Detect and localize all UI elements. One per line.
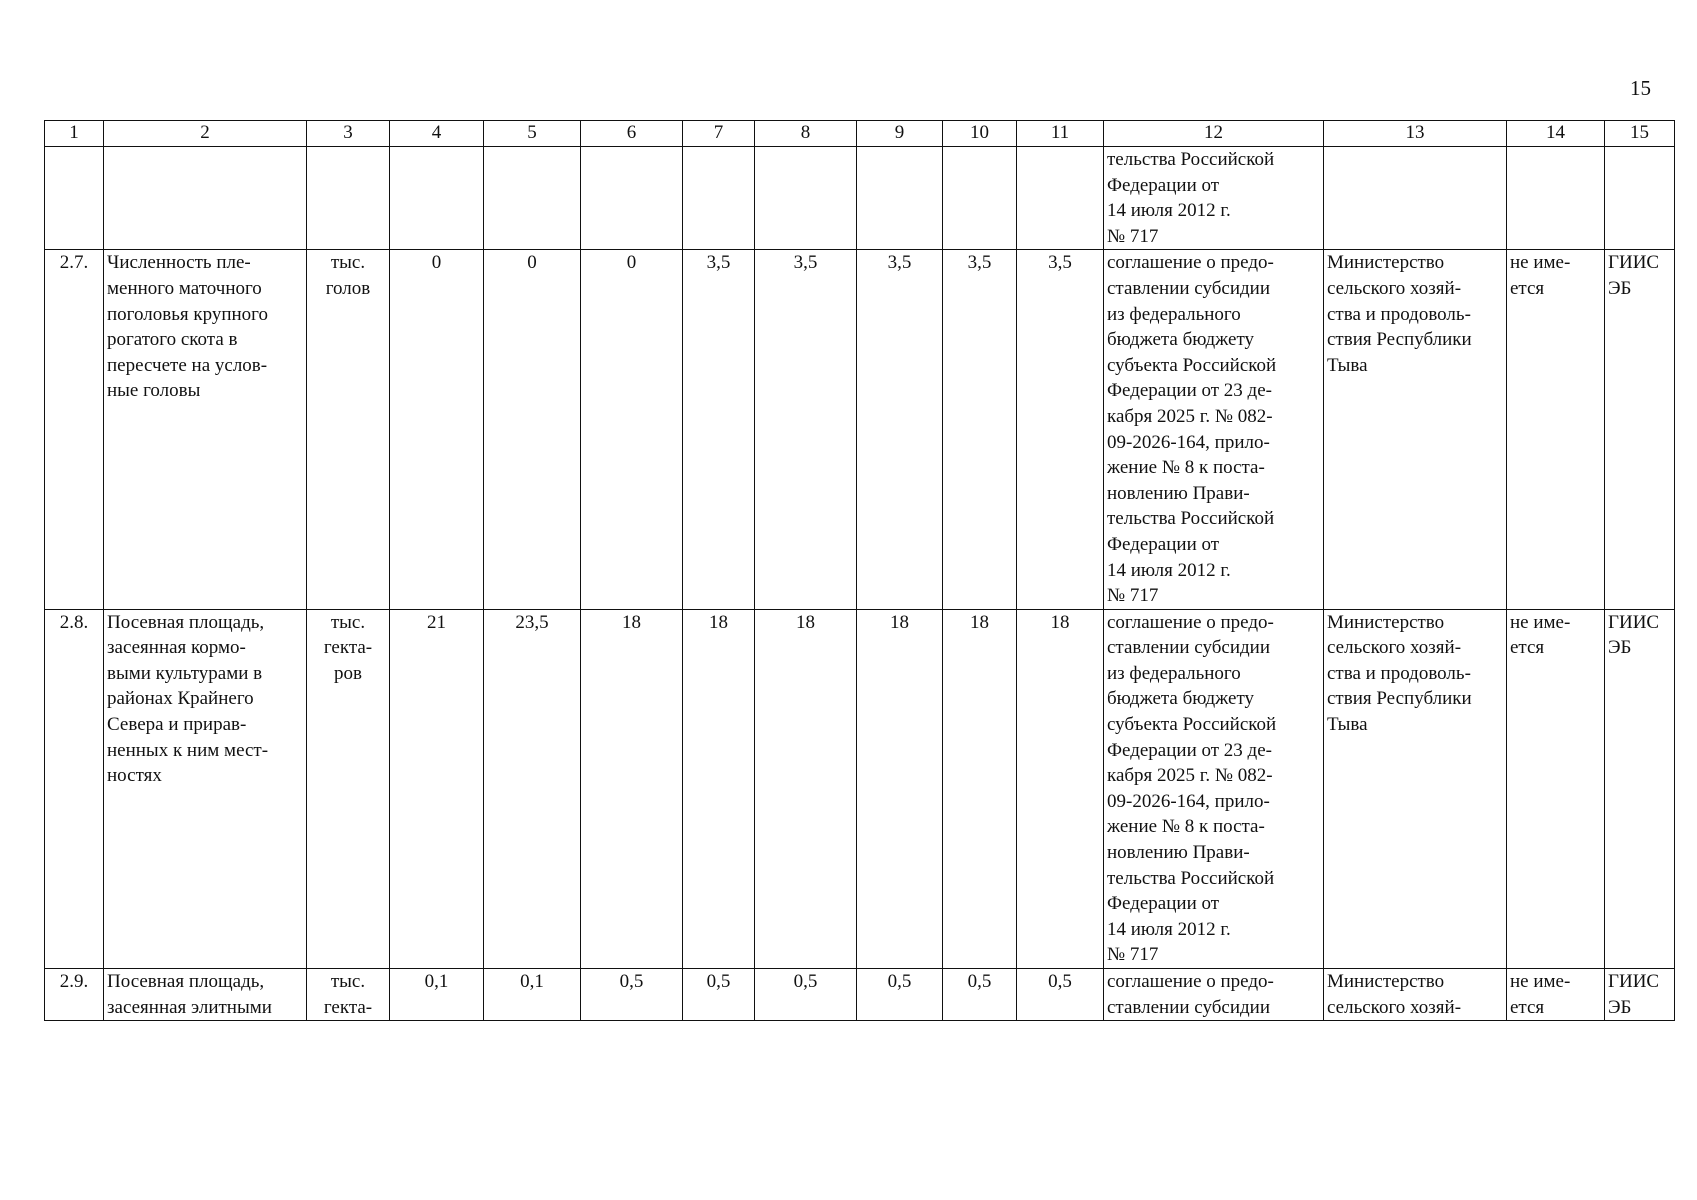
empty-cell (390, 147, 484, 250)
col-14-value: не име- ется (1507, 250, 1605, 609)
value-col-5: 0,1 (484, 969, 581, 1021)
empty-cell (755, 147, 857, 250)
value-col-11: 3,5 (1017, 250, 1104, 609)
column-number: 10 (943, 121, 1017, 147)
value-col-4: 0 (390, 250, 484, 609)
value-col-6: 18 (581, 609, 683, 968)
value-col-8: 18 (755, 609, 857, 968)
basis-document: соглашение о предо- ставлении субсидии (1104, 969, 1324, 1021)
unit: тыс. гекта- (307, 969, 390, 1021)
indicator-name: Посевная площадь, засеянная кормо- выми культурами в районах Крайнего Севера и прирав- ненных к ним мест- ностях (104, 609, 307, 968)
responsible-body: Министерство сельского хозяй- (1324, 969, 1507, 1021)
value-col-9: 0,5 (857, 969, 943, 1021)
column-number: 4 (390, 121, 484, 147)
table-row (45, 609, 1675, 968)
value-col-7: 18 (683, 609, 755, 968)
column-number: 5 (484, 121, 581, 147)
column-number: 15 (1605, 121, 1675, 147)
empty-cell (683, 147, 755, 250)
value-col-9: 3,5 (857, 250, 943, 609)
column-number: 8 (755, 121, 857, 147)
indicators-table (44, 120, 1675, 1021)
value-col-11: 18 (1017, 609, 1104, 968)
value-col-6: 0,5 (581, 969, 683, 1021)
empty-cell (1017, 147, 1104, 250)
value-col-7: 0,5 (683, 969, 755, 1021)
column-number: 6 (581, 121, 683, 147)
unit: тыс. голов (307, 250, 390, 609)
row-number: 2.9. (45, 969, 104, 1021)
information-system: ГИИС ЭБ (1605, 609, 1675, 968)
indicator-name: Численность пле- менного маточного поголовья крупного рогатого скота в пересчете на услов- ные головы (104, 250, 307, 609)
col-14-value: не име- ется (1507, 609, 1605, 968)
value-col-10: 0,5 (943, 969, 1017, 1021)
row-number: 2.7. (45, 250, 104, 609)
column-number: 9 (857, 121, 943, 147)
empty-cell (1324, 147, 1507, 250)
column-number: 12 (1104, 121, 1324, 147)
basis-document: соглашение о предо- ставлении субсидии из федерального бюджета бюджету субъекта Российской Федерации от 23 де- кабря 2025 г. № 082- 09-2026-164, прило- жение № 8 к поста- новлению Прави- тельства Российской Федерации от 14 июля 2012 г. № 717 (1104, 250, 1324, 609)
table-row (45, 250, 1675, 609)
column-number-row (45, 121, 1675, 147)
value-col-10: 18 (943, 609, 1017, 968)
value-col-10: 3,5 (943, 250, 1017, 609)
column-number: 11 (1017, 121, 1104, 147)
empty-cell (1507, 147, 1605, 250)
value-col-9: 18 (857, 609, 943, 968)
empty-cell (45, 147, 104, 250)
value-col-4: 21 (390, 609, 484, 968)
column-number: 14 (1507, 121, 1605, 147)
empty-cell (307, 147, 390, 250)
basis-document: соглашение о предо- ставлении субсидии из федерального бюджета бюджету субъекта Российской Федерации от 23 де- кабря 2025 г. № 082- 09-2026-164, прило- жение № 8 к поста- новлению Прави- тельства Российской Федерации от 14 июля 2012 г. № 717 (1104, 609, 1324, 968)
value-col-8: 3,5 (755, 250, 857, 609)
basis-continuation: тельства Российской Федерации от 14 июля 2012 г. № 717 (1104, 147, 1324, 250)
value-col-8: 0,5 (755, 969, 857, 1021)
value-col-5: 23,5 (484, 609, 581, 968)
unit: тыс. гекта- ров (307, 609, 390, 968)
column-number: 7 (683, 121, 755, 147)
column-number: 2 (104, 121, 307, 147)
empty-cell (943, 147, 1017, 250)
column-number: 3 (307, 121, 390, 147)
empty-cell (1605, 147, 1675, 250)
empty-cell (484, 147, 581, 250)
responsible-body: Министерство сельского хозяй- ства и продоволь- ствия Республики Тыва (1324, 609, 1507, 968)
continuation-row (45, 147, 1675, 250)
indicator-name: Посевная площадь, засеянная элитными (104, 969, 307, 1021)
table-row (45, 969, 1675, 1021)
empty-cell (857, 147, 943, 250)
col-14-value: не име- ется (1507, 969, 1605, 1021)
empty-cell (581, 147, 683, 250)
responsible-body: Министерство сельского хозяй- ства и продоволь- ствия Республики Тыва (1324, 250, 1507, 609)
column-number: 13 (1324, 121, 1507, 147)
value-col-4: 0,1 (390, 969, 484, 1021)
information-system: ГИИС ЭБ (1605, 969, 1675, 1021)
information-system: ГИИС ЭБ (1605, 250, 1675, 609)
column-number: 1 (45, 121, 104, 147)
value-col-6: 0 (581, 250, 683, 609)
row-number: 2.8. (45, 609, 104, 968)
value-col-5: 0 (484, 250, 581, 609)
value-col-11: 0,5 (1017, 969, 1104, 1021)
page-number: 15 (1630, 76, 1651, 100)
value-col-7: 3,5 (683, 250, 755, 609)
empty-cell (104, 147, 307, 250)
